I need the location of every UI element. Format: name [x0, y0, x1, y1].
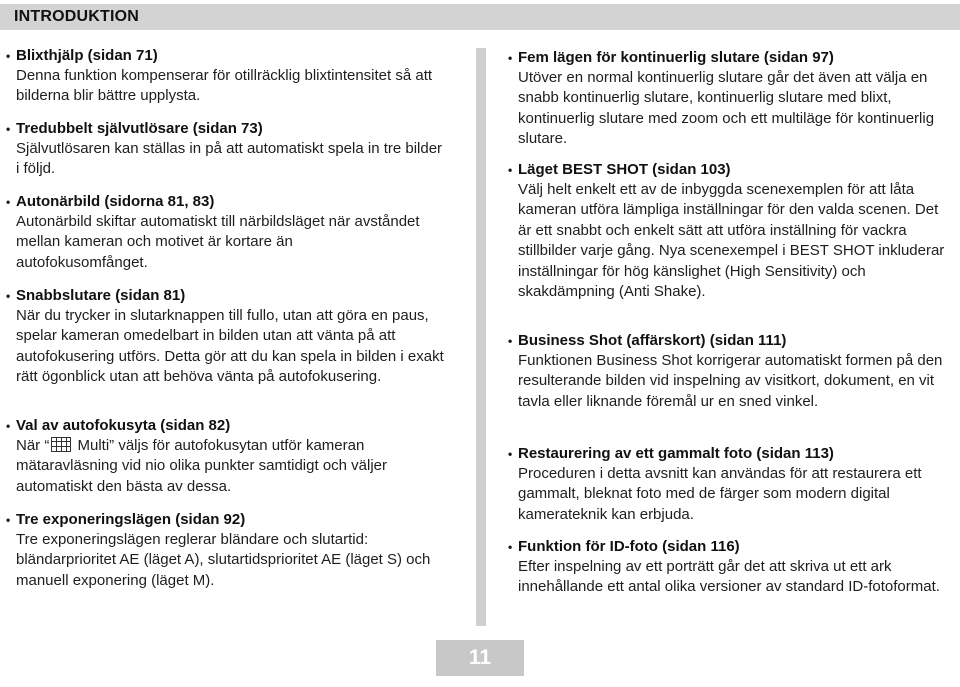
feature-description: Tre exponeringslägen reglerar bländare och slutartid: bländarprioritet AE (läget A), slutartidsprioritet AE (läget S) och manuell exponering (läget M).	[16, 531, 431, 589]
page-number: 11	[468, 646, 492, 669]
bullet-icon: •	[508, 334, 513, 348]
feature-item	[6, 46, 452, 107]
feature-item	[6, 119, 446, 180]
feature-title: Snabbslutare (sidan 81)	[16, 287, 186, 304]
feature-description: Denna funktion kompenserar för otillräcklig blixtintensitet så att bilderna blir bättre upplysta.	[16, 67, 433, 105]
feature-title: Tre exponeringslägen (sidan 92)	[16, 511, 246, 528]
bullet-icon: •	[6, 49, 11, 63]
feature-description: Funktionen Business Shot korrigerar automatiskt formen på den resulterande bilden vid inspelning av visitkort, dokument, en vit tavla eller liknande föremål ur en sned vinkel.	[518, 352, 943, 410]
feature-description: Proceduren i detta avsnitt kan användas för att restaurera ett gammalt, bleknat foto med de färger som modern digital kamerateknik kan erbjuda.	[518, 465, 922, 523]
feature-title: Tredubbelt självutlösare (sidan 73)	[16, 120, 263, 137]
bullet-icon: •	[508, 163, 513, 177]
section-header-bar	[0, 4, 960, 30]
feature-item	[508, 160, 946, 302]
multi-af-grid-icon	[51, 437, 71, 452]
bullet-icon: •	[6, 122, 11, 136]
feature-description: Efter inspelning av ett porträtt går det att skriva ut ett ark innehållande ett antal olika versioner av standard ID-fotoformat.	[518, 558, 940, 596]
feature-item	[508, 444, 958, 525]
feature-title: Funktion för ID-foto (sidan 116)	[518, 538, 740, 555]
feature-title: Val av autofokusyta (sidan 82)	[16, 417, 231, 434]
feature-description: Utöver en normal kontinuerlig slutare går det även att välja en snabb kontinuerlig slutare, kontinuerlig slutare med blixt, kontinuerlig slutare med zoom och ett multiläge för kontinuerlig slutare.	[518, 69, 935, 148]
feature-item	[6, 192, 426, 273]
feature-description	[16, 436, 452, 497]
bullet-icon: •	[6, 513, 11, 527]
feature-description: Välj helt enkelt ett av de inbyggda scenexemplen för att låta kameran utföra lämpliga inställningar för den valda scenen. Det är ett snabbt och enkelt sätt att utföra inställning för vackra stillbilder varje gång. Nya scenexempel i BEST SHOT inkluderar inställningar för hög känslighet (High Sensitivity) och skakdämpning (Anti Shake).	[518, 181, 945, 301]
page-number-tab	[436, 640, 524, 676]
feature-title: Restaurering av ett gammalt foto (sidan 113)	[518, 445, 834, 462]
feature-title: Business Shot (affärskort) (sidan 111)	[518, 332, 787, 349]
feature-item	[508, 331, 948, 412]
feature-title: Fem lägen för kontinuerlig slutare (sidan 97)	[518, 49, 834, 66]
feature-item	[6, 510, 452, 591]
feature-title: Autonärbild (sidorna 81, 83)	[16, 193, 215, 210]
feature-description: Autonärbild skiftar automatiskt till närbildsläget när avståndet mellan kameran och motivet är kortare än autofokusomfånget.	[16, 213, 420, 271]
bullet-icon: •	[6, 195, 11, 209]
feature-item	[6, 416, 452, 497]
bullet-icon: •	[508, 540, 513, 554]
bullet-icon: •	[508, 447, 513, 461]
feature-item	[6, 286, 452, 388]
feature-item	[508, 48, 958, 150]
bullet-icon: •	[508, 51, 513, 65]
feature-title: Blixthjälp (sidan 71)	[16, 47, 158, 64]
feature-title: Läget BEST SHOT (sidan 103)	[518, 161, 731, 178]
feature-description: Självutlösaren kan ställas in på att automatiskt spela in tre bilder i följd.	[16, 140, 443, 178]
section-title: INTRODUKTION	[14, 8, 140, 25]
feature-item	[508, 537, 954, 598]
bullet-icon: •	[6, 419, 11, 433]
feature-description: När du trycker in slutarknappen till fullo, utan att göra en paus, spelar kameran omedelbart in bilden utan att vänta på att autofokusering utförs. Detta gör att du kan spela in bilden i exakt rätt ögonblick utan att behöva vänta på autofokusering.	[16, 307, 444, 386]
description-prefix: När “	[16, 437, 50, 454]
description-suffix: Multi” väljs för autofokusytan utför kameran mätaravläsning vid nio olika punkter samtidigt och väljer automatiskt den bästa av dessa.	[16, 437, 388, 495]
column-divider	[476, 48, 486, 626]
bullet-icon: •	[6, 289, 11, 303]
